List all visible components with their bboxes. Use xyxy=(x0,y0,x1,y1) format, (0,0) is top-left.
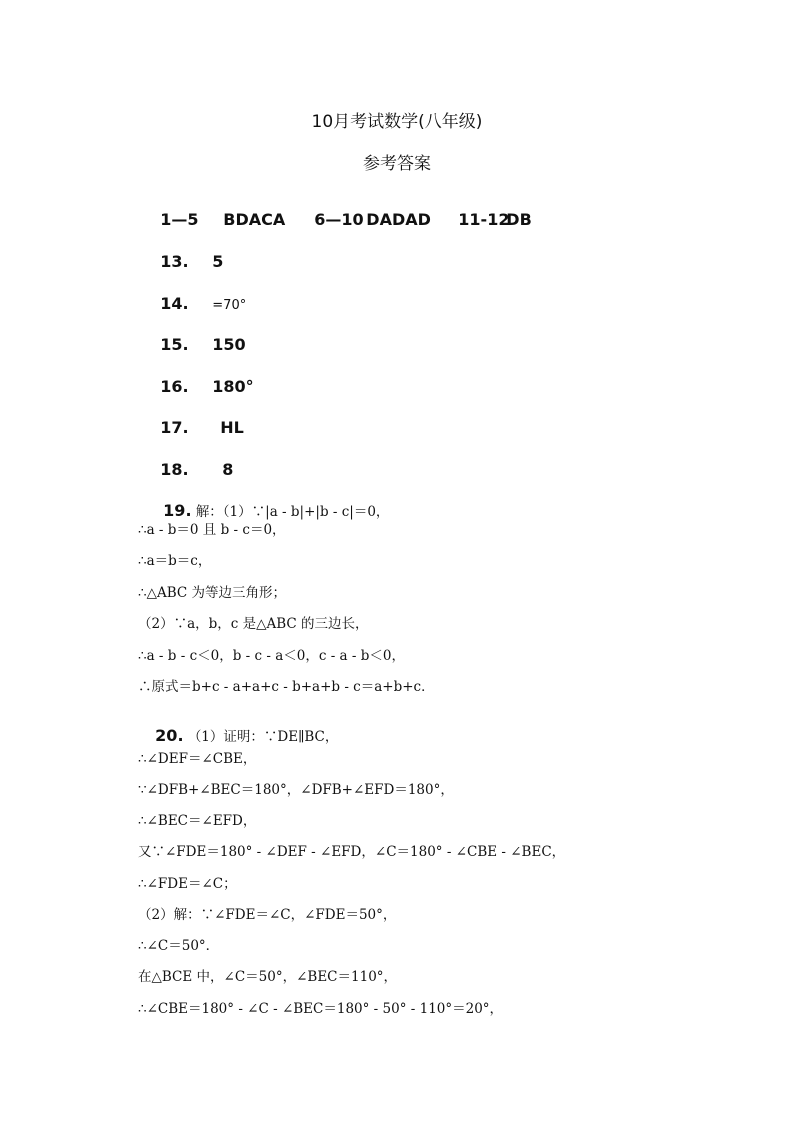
q20-line-2: ∴∠DEF＝∠CBE， xyxy=(138,751,257,767)
choice-group-1-label: 1—5 xyxy=(160,210,199,229)
question-number: 18. xyxy=(160,460,189,479)
solution-text: 解：（1）∵|a - b|+|b - c|＝0， xyxy=(195,504,390,520)
question-number: 19. xyxy=(163,501,192,520)
q20-line-10: ∴∠CBE＝180° - ∠C - ∠BEC＝180° - 50° - 110°＝20°， xyxy=(138,1001,504,1017)
choice-group-3-value: DB xyxy=(506,210,532,229)
q20-line-6: ∴∠FDE＝∠C； xyxy=(138,876,237,892)
question-number: 15. xyxy=(160,335,189,354)
choice-group-1-value: BDACA xyxy=(223,210,286,229)
q20-line-3: ∵∠DFB+∠BEC＝180°，∠DFB+∠EFD＝180°， xyxy=(138,782,454,798)
q19-line-3: ∴a＝b＝c， xyxy=(138,553,212,569)
q20-line-5: 又∵∠FDE＝180° - ∠DEF - ∠EFD，∠C＝180° - ∠CBE - ∠BEC， xyxy=(138,844,566,860)
answer-value: =70° xyxy=(212,298,247,313)
page-subtitle: 参考答案 xyxy=(363,154,431,174)
question-number: 20. xyxy=(155,726,184,745)
page-title: 10月考试数学(八年级) xyxy=(311,112,483,132)
q19-line-4: ∴△ABC 为等边三角形； xyxy=(138,585,287,601)
q19-line-2: ∴a - b＝0 且 b - c＝0， xyxy=(138,522,286,538)
question-number: 14. xyxy=(160,294,189,313)
choice-group-2-label: 6—10 xyxy=(314,210,364,229)
question-number: 13. xyxy=(160,252,189,271)
q20-line-9: 在△BCE 中，∠C＝50°，∠BEC＝110°， xyxy=(138,969,398,985)
solution-text: （1）证明：∵DE∥BC， xyxy=(187,729,339,745)
choice-group-2-value: DADAD xyxy=(366,210,431,229)
q19-line-6: ∴a - b - c＜0，b - c - a＜0，c - a - b＜0， xyxy=(138,648,405,664)
q20-line-7: （2）解：∵∠FDE＝∠C，∠FDE＝50°， xyxy=(138,907,397,923)
q19-line-5: （2）∵a，b，c 是△ABC 的三边长， xyxy=(138,616,369,632)
answer-value: 8 xyxy=(222,460,234,479)
answer-value: 150 xyxy=(212,335,246,354)
choice-group-3-label: 11-12 xyxy=(458,210,510,229)
answer-value: HL xyxy=(220,418,244,437)
q19-line-7: ∴原式＝b+c - a+a+c - b+a+b - c＝a+b+c． xyxy=(138,679,435,695)
question-number: 17. xyxy=(160,418,189,437)
answer-value: 5 xyxy=(212,252,224,271)
answer-value: 180° xyxy=(212,377,254,396)
question-number: 16. xyxy=(160,377,189,396)
q20-line-8: ∴∠C＝50°． xyxy=(138,938,220,954)
q20-line-4: ∴∠BEC＝∠EFD， xyxy=(138,813,257,829)
